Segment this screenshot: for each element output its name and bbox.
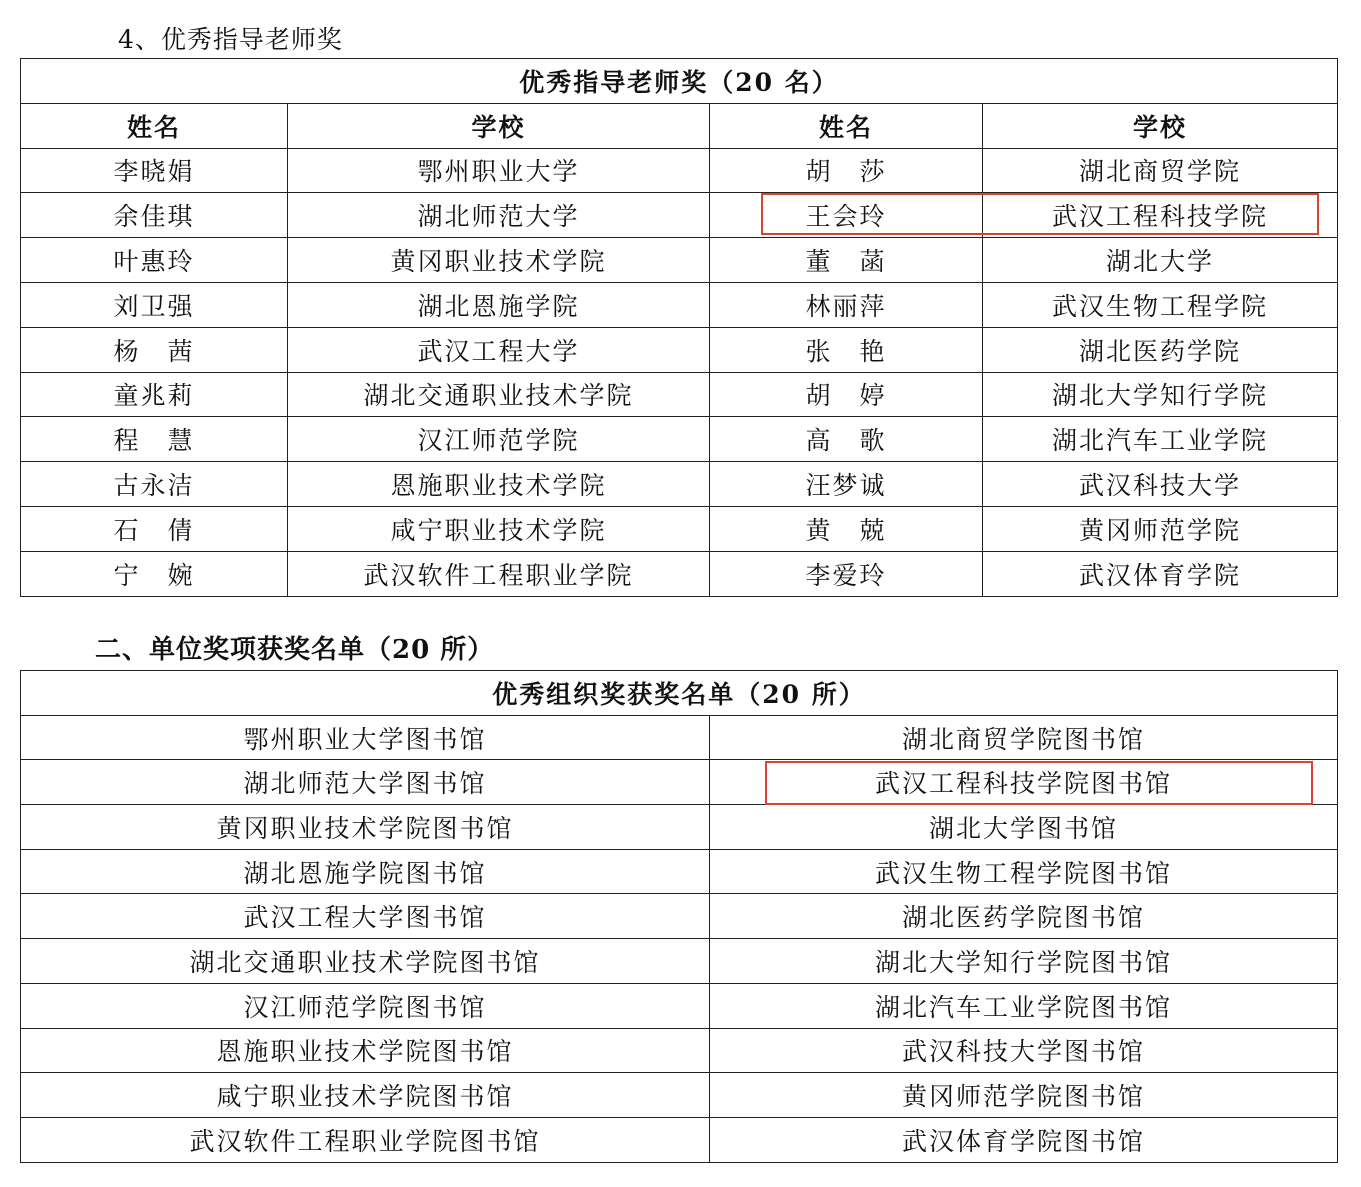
library-cell: 湖北大学图书馆 <box>710 805 1338 850</box>
table-row <box>21 1028 1338 1073</box>
teacher-name-cell: 石 倩 <box>21 506 288 551</box>
org-table-body <box>21 715 1338 1162</box>
table-row <box>21 282 1338 327</box>
table-row <box>21 551 1338 596</box>
library-cell: 武汉工程科技学院图书馆 <box>710 760 1338 805</box>
school-cell: 湖北商贸学院 <box>983 148 1338 193</box>
table-title-row <box>21 59 1338 104</box>
table-row <box>21 193 1338 238</box>
section-heading: 二、单位奖项获奖名单（20 所） <box>95 635 495 665</box>
school-cell: 湖北汽车工业学院 <box>983 417 1338 462</box>
table-row <box>21 148 1338 193</box>
table-row <box>21 894 1338 939</box>
school-cell: 湖北师范大学 <box>288 193 710 238</box>
table-row <box>21 327 1338 372</box>
library-cell: 咸宁职业技术学院图书馆 <box>21 1073 710 1118</box>
school-cell: 黄冈职业技术学院 <box>288 238 710 283</box>
table-row <box>21 939 1338 984</box>
library-cell: 湖北商贸学院图书馆 <box>710 715 1338 760</box>
school-cell: 鄂州职业大学 <box>288 148 710 193</box>
school-cell: 湖北大学 <box>983 238 1338 283</box>
school-cell: 湖北大学知行学院 <box>983 372 1338 417</box>
teacher-name-cell: 杨 茜 <box>21 327 288 372</box>
library-cell: 汉江师范学院图书馆 <box>21 983 710 1028</box>
library-cell: 恩施职业技术学院图书馆 <box>21 1028 710 1073</box>
school-cell: 武汉科技大学 <box>983 462 1338 507</box>
school-cell: 武汉工程科技学院 <box>983 193 1338 238</box>
library-cell: 黄冈职业技术学院图书馆 <box>21 805 710 850</box>
library-cell: 武汉软件工程职业学院图书馆 <box>21 1117 710 1162</box>
teacher-name-cell: 刘卫强 <box>21 282 288 327</box>
library-cell: 武汉生物工程学院图书馆 <box>710 849 1338 894</box>
library-cell: 湖北交通职业技术学院图书馆 <box>21 939 710 984</box>
school-cell: 武汉工程大学 <box>288 327 710 372</box>
org-table-title: 优秀组织奖获奖名单（20 所） <box>21 671 1338 716</box>
table-row <box>21 983 1338 1028</box>
teacher-table-body <box>21 148 1338 596</box>
teacher-name-cell: 汪梦诚 <box>710 462 983 507</box>
teacher-name-cell: 林丽萍 <box>710 282 983 327</box>
teacher-name-cell: 王会玲 <box>710 193 983 238</box>
teacher-name-cell: 余佳琪 <box>21 193 288 238</box>
school-cell: 黄冈师范学院 <box>983 506 1338 551</box>
column-header-school: 学校 <box>288 103 710 148</box>
table-row <box>21 1073 1338 1118</box>
teacher-name-cell: 叶惠玲 <box>21 238 288 283</box>
teacher-name-cell: 董 菡 <box>710 238 983 283</box>
table-row <box>21 1117 1338 1162</box>
teacher-name-cell: 古永洁 <box>21 462 288 507</box>
table-row <box>21 462 1338 507</box>
teacher-name-cell: 高 歌 <box>710 417 983 462</box>
school-cell: 汉江师范学院 <box>288 417 710 462</box>
teacher-name-cell: 宁 婉 <box>21 551 288 596</box>
teacher-name-cell: 童兆莉 <box>21 372 288 417</box>
library-cell: 湖北师范大学图书馆 <box>21 760 710 805</box>
library-cell: 湖北汽车工业学院图书馆 <box>710 983 1338 1028</box>
teacher-name-cell: 李爱玲 <box>710 551 983 596</box>
table-row <box>21 805 1338 850</box>
library-cell: 湖北医药学院图书馆 <box>710 894 1338 939</box>
school-cell: 恩施职业技术学院 <box>288 462 710 507</box>
library-cell: 湖北恩施学院图书馆 <box>21 849 710 894</box>
teacher-name-cell: 张 艳 <box>710 327 983 372</box>
school-cell: 武汉软件工程职业学院 <box>288 551 710 596</box>
teacher-award-table <box>20 58 1338 597</box>
teacher-name-cell: 胡 莎 <box>710 148 983 193</box>
school-cell: 湖北恩施学院 <box>288 282 710 327</box>
school-cell: 武汉体育学院 <box>983 551 1338 596</box>
library-cell: 鄂州职业大学图书馆 <box>21 715 710 760</box>
table-row <box>21 506 1338 551</box>
school-cell: 湖北交通职业技术学院 <box>288 372 710 417</box>
library-cell: 武汉工程大学图书馆 <box>21 894 710 939</box>
column-header-name: 姓名 <box>710 103 983 148</box>
table-row <box>21 715 1338 760</box>
teacher-name-cell: 胡 婷 <box>710 372 983 417</box>
table-row <box>21 238 1338 283</box>
teacher-name-cell: 李晓娟 <box>21 148 288 193</box>
table-row <box>21 760 1338 805</box>
library-cell: 武汉体育学院图书馆 <box>710 1117 1338 1162</box>
school-cell: 武汉生物工程学院 <box>983 282 1338 327</box>
column-header-school: 学校 <box>983 103 1338 148</box>
column-header-name: 姓名 <box>21 103 288 148</box>
library-cell: 黄冈师范学院图书馆 <box>710 1073 1338 1118</box>
organization-award-table <box>20 670 1338 1163</box>
teacher-name-cell: 程 慧 <box>21 417 288 462</box>
table-row <box>21 372 1338 417</box>
award-subheading: 4、优秀指导老师奖 <box>118 25 343 54</box>
table-header-row <box>21 103 1338 148</box>
library-cell: 武汉科技大学图书馆 <box>710 1028 1338 1073</box>
table-row <box>21 417 1338 462</box>
teacher-name-cell: 黄 兢 <box>710 506 983 551</box>
teacher-table-title: 优秀指导老师奖（20 名） <box>21 59 1338 104</box>
table-title-row <box>21 671 1338 716</box>
school-cell: 湖北医药学院 <box>983 327 1338 372</box>
library-cell: 湖北大学知行学院图书馆 <box>710 939 1338 984</box>
table-row <box>21 849 1338 894</box>
school-cell: 咸宁职业技术学院 <box>288 506 710 551</box>
